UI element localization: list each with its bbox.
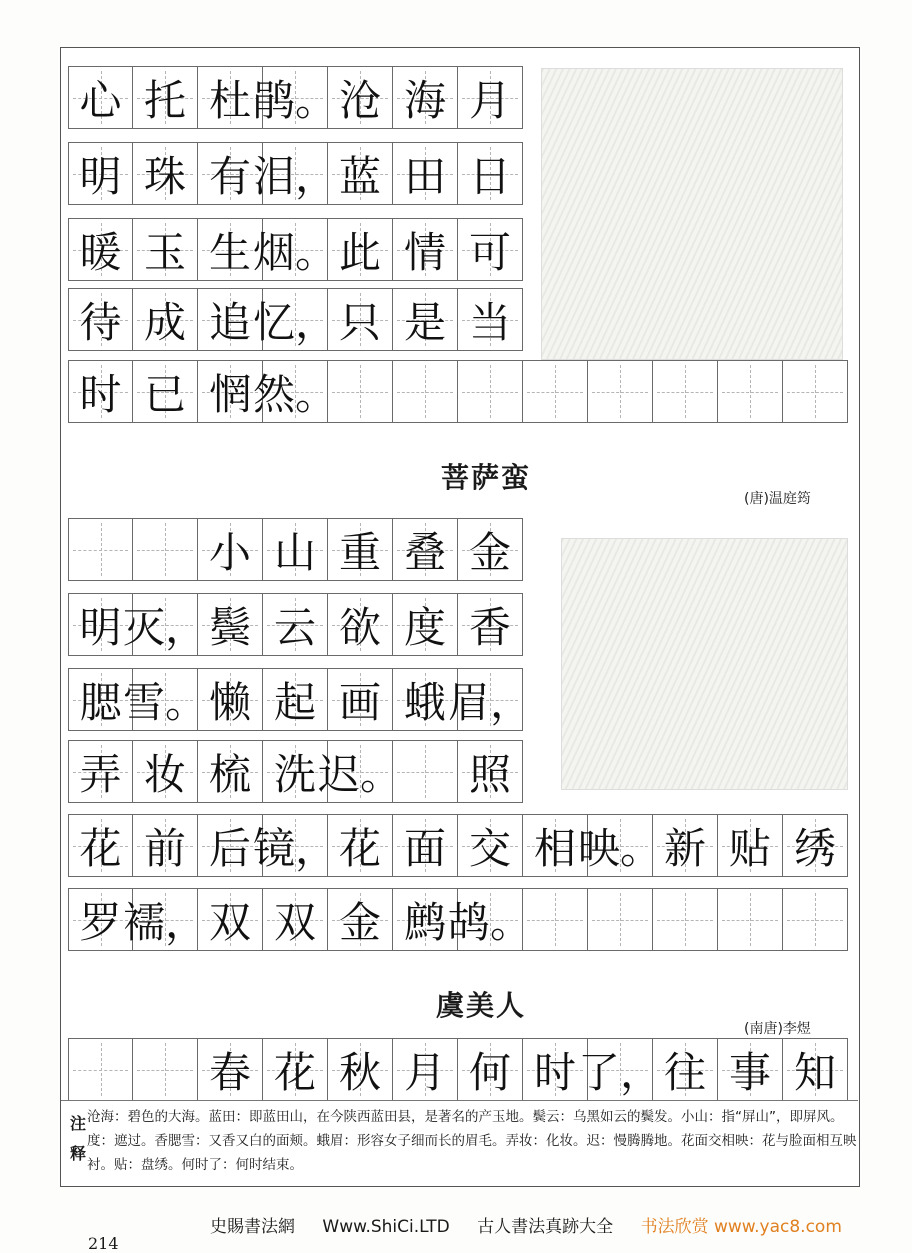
grid-cell (318, 740, 403, 803)
grid-cell (458, 593, 523, 656)
page-frame (60, 47, 860, 1187)
grid-character: 重 (338, 527, 381, 577)
grid-cell (68, 814, 133, 877)
grid-character: 春 (208, 1047, 251, 1097)
grid-cell (263, 593, 328, 656)
poem2-row (68, 814, 848, 877)
grid-cell (198, 668, 263, 731)
illustration-lady (561, 538, 848, 790)
grid-cell (393, 1038, 458, 1101)
grid-cell (328, 888, 393, 951)
footer-site-3: 古人書法真跡大全 (477, 1217, 614, 1237)
grid-cell (253, 66, 338, 129)
grid-cell (123, 888, 208, 951)
grid-cell (328, 814, 393, 877)
grid-character: 面 (403, 823, 446, 873)
grid-cell (328, 66, 393, 129)
grid-cell (653, 1038, 718, 1101)
grid-cell (393, 288, 458, 351)
grid-cell (448, 888, 533, 951)
grid-character: 暖 (79, 227, 122, 277)
grid-character: 妆 (143, 749, 186, 799)
grid-cell (718, 1038, 783, 1101)
grid-cell (68, 518, 133, 581)
grid-character: 烟。 (253, 227, 338, 277)
grid-character: 相 (533, 823, 576, 873)
grid-character: 沧 (338, 75, 381, 125)
grid-character: 秋 (338, 1047, 381, 1097)
grid-character: 此 (338, 227, 381, 277)
notes-text: 沧海：碧色的大海。蓝田：即蓝田山，在今陕西蓝田县，是著名的产玉地。鬓云：乌黑如云的鬓发。小山：指“屏山”，即屏风。度：遮过。香腮雪：又香又白的面颊。蛾眉：形容女子细而长的眉毛。弄妆：化妆。迟：慢腾腾地。花面交相映：花与脸面相互映衬。贴：盘绣。何时了：何时结束。 (87, 1109, 857, 1173)
grid-character: 杜 (208, 75, 251, 125)
grid-character: 梳 (208, 749, 251, 799)
poem2-row (68, 740, 523, 803)
poem1-row (68, 218, 523, 281)
notes-section (61, 1100, 858, 1186)
grid-cell (133, 814, 198, 877)
grid-character: 蓝 (338, 151, 381, 201)
grid-character: 画 (338, 677, 381, 727)
grid-character: 弄 (79, 749, 122, 799)
poem2-row (68, 593, 523, 656)
grid-cell (133, 66, 198, 129)
poem3-row (68, 1038, 848, 1101)
grid-cell (783, 360, 848, 423)
grid-character: 小 (208, 527, 251, 577)
grid-character: 贴 (728, 823, 771, 873)
grid-cell (458, 740, 523, 803)
grid-cell (68, 740, 133, 803)
grid-cell (393, 814, 458, 877)
grid-character: 灭， (123, 602, 208, 652)
grid-cell (198, 740, 263, 803)
grid-character: 当 (468, 297, 511, 347)
grid-character: 罗 (79, 897, 122, 947)
poem2-title: 菩萨蛮 (441, 461, 532, 494)
grid-character: 追 (208, 297, 251, 347)
grid-cell (393, 360, 458, 423)
grid-character: 花 (79, 823, 122, 873)
grid-character: 镜， (253, 823, 338, 873)
grid-character: 绣 (793, 823, 836, 873)
grid-cell (328, 1038, 393, 1101)
grid-cell (68, 142, 133, 205)
grid-character: 成 (143, 297, 186, 347)
grid-cell (198, 888, 263, 951)
grid-character: 鬓 (208, 602, 251, 652)
grid-cell (133, 518, 198, 581)
grid-character: 叠 (403, 527, 446, 577)
grid-character: 眉， (448, 677, 533, 727)
grid-character: 心 (79, 75, 122, 125)
grid-character: 照 (468, 749, 511, 799)
grid-cell (328, 218, 393, 281)
grid-cell (783, 888, 848, 951)
grid-character: 后 (208, 823, 251, 873)
grid-cell (458, 218, 523, 281)
grid-character: 花 (338, 823, 381, 873)
grid-cell (253, 814, 338, 877)
grid-character: 托 (143, 75, 186, 125)
grid-cell (578, 814, 663, 877)
grid-cell (393, 218, 458, 281)
grid-cell (263, 668, 328, 731)
poem2-row (68, 668, 533, 731)
grid-cell (133, 1038, 198, 1101)
grid-cell (253, 360, 338, 423)
grid-character: 泪， (253, 151, 338, 201)
grid-character: 何 (468, 1047, 511, 1097)
poem1-row (68, 360, 848, 423)
footer-watermark: 书法欣赏 www.yac8.com (640, 1217, 842, 1237)
grid-cell (393, 740, 458, 803)
poem2-row (68, 888, 848, 951)
grid-character: 有 (208, 151, 251, 201)
grid-cell (458, 142, 523, 205)
grid-cell (253, 142, 338, 205)
grid-character: 鹧 (403, 897, 446, 947)
grid-character: 迟。 (318, 749, 403, 799)
grid-cell (253, 218, 338, 281)
grid-cell (783, 1038, 848, 1101)
grid-character: 双 (273, 897, 316, 947)
page-number: 214 (88, 1234, 119, 1253)
grid-character: 田 (403, 151, 446, 201)
grid-character: 度 (403, 602, 446, 652)
notes-label: 注释 (69, 1114, 86, 1163)
grid-cell (68, 218, 133, 281)
grid-cell (458, 360, 523, 423)
grid-character: 鸪。 (448, 897, 533, 947)
grid-character: 襦， (123, 897, 208, 947)
grid-cell (68, 360, 133, 423)
grid-character: 玉 (143, 227, 186, 277)
grid-character: 蛾 (403, 677, 446, 727)
grid-cell (718, 360, 783, 423)
grid-cell (68, 66, 133, 129)
grid-character: 月 (468, 75, 511, 125)
grid-character: 映。 (578, 823, 663, 873)
grid-character: 前 (143, 823, 186, 873)
grid-character: 情 (403, 227, 446, 277)
grid-character: 待 (79, 297, 122, 347)
grid-character: 事 (728, 1047, 771, 1097)
grid-cell (458, 814, 523, 877)
grid-character: 是 (403, 297, 446, 347)
grid-character: 时 (79, 369, 122, 419)
grid-character: 双 (208, 897, 251, 947)
grid-cell (653, 814, 718, 877)
grid-cell (653, 888, 718, 951)
grid-cell (133, 142, 198, 205)
grid-cell (263, 1038, 328, 1101)
grid-cell (133, 288, 198, 351)
grid-cell (393, 142, 458, 205)
grid-character: 明 (79, 151, 122, 201)
grid-character: 懒 (208, 677, 251, 727)
grid-character: 鹃。 (253, 75, 338, 125)
grid-character: 可 (468, 227, 511, 277)
grid-cell (783, 814, 848, 877)
grid-character: 月 (403, 1047, 446, 1097)
grid-cell (263, 888, 328, 951)
grid-character: 海 (403, 75, 446, 125)
grid-cell (458, 518, 523, 581)
grid-cell (393, 66, 458, 129)
poem1-row (68, 288, 523, 351)
grid-character: 往 (663, 1047, 706, 1097)
poem1-row (68, 66, 523, 129)
footer-site-1: 史賜書法網 (210, 1217, 295, 1237)
grid-cell (328, 518, 393, 581)
grid-character: 香 (468, 602, 511, 652)
grid-cell (328, 593, 393, 656)
grid-cell (653, 360, 718, 423)
grid-character: 山 (273, 527, 316, 577)
grid-cell (393, 518, 458, 581)
grid-cell (523, 360, 588, 423)
poem2-author: (唐)温庭筠 (744, 491, 811, 507)
grid-character: 忆， (253, 297, 338, 347)
grid-character: 洗 (273, 749, 316, 799)
grid-character: 惘 (208, 369, 251, 419)
grid-character: 知 (793, 1047, 836, 1097)
grid-cell (328, 668, 393, 731)
grid-cell (253, 288, 338, 351)
grid-cell (393, 593, 458, 656)
grid-cell (588, 360, 653, 423)
grid-character: 金 (468, 527, 511, 577)
grid-character: 明 (79, 602, 122, 652)
grid-cell (68, 1038, 133, 1101)
grid-character: 珠 (143, 151, 186, 201)
grid-cell (448, 668, 533, 731)
grid-character: 已 (143, 369, 186, 419)
grid-character: 欲 (338, 602, 381, 652)
grid-cell (133, 218, 198, 281)
grid-character: 然。 (253, 369, 338, 419)
grid-character: 时 (533, 1047, 576, 1097)
grid-character: 腮 (79, 677, 122, 727)
grid-character: 花 (273, 1047, 316, 1097)
grid-character: 雪。 (123, 677, 208, 727)
grid-cell (198, 1038, 263, 1101)
grid-character: 云 (273, 602, 316, 652)
footer (210, 1212, 910, 1240)
grid-cell (123, 593, 208, 656)
grid-character: 金 (338, 897, 381, 947)
grid-character: 日 (468, 151, 511, 201)
grid-cell (578, 1038, 663, 1101)
grid-cell (328, 360, 393, 423)
poem3-title: 虞美人 (436, 989, 527, 1022)
grid-cell (588, 888, 653, 951)
grid-character: 生 (208, 227, 251, 277)
grid-character: 交 (468, 823, 511, 873)
grid-cell (198, 593, 263, 656)
poem2-row (68, 518, 523, 581)
grid-cell (263, 518, 328, 581)
grid-character: 了， (578, 1047, 663, 1097)
poem3-author: (南唐)李煜 (744, 1021, 811, 1037)
grid-cell (523, 888, 588, 951)
footer-site-2: Www.ShiCi.LTD (322, 1217, 450, 1237)
grid-cell (198, 518, 263, 581)
grid-cell (718, 888, 783, 951)
grid-cell (458, 288, 523, 351)
illustration-scholar (541, 68, 843, 360)
grid-character: 只 (338, 297, 381, 347)
grid-character: 新 (663, 823, 706, 873)
grid-cell (133, 740, 198, 803)
grid-cell (123, 668, 208, 731)
grid-cell (328, 288, 393, 351)
grid-character: 起 (273, 677, 316, 727)
grid-cell (133, 360, 198, 423)
grid-cell (718, 814, 783, 877)
grid-cell (68, 288, 133, 351)
grid-cell (458, 1038, 523, 1101)
grid-cell (458, 66, 523, 129)
poem1-row (68, 142, 523, 205)
grid-cell (328, 142, 393, 205)
